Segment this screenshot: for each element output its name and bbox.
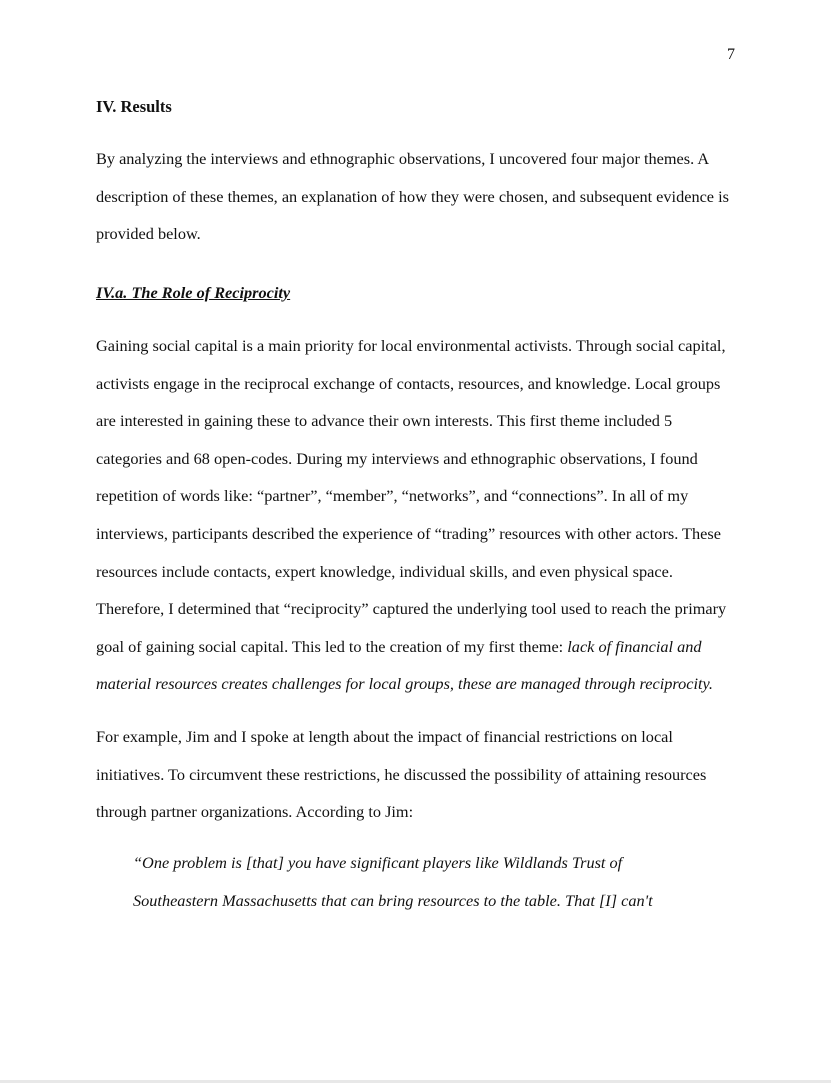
body-paragraph (96, 327, 746, 703)
theme-emphasis-continued: material resources creates challenges for local groups, these are managed through reciprocity. (96, 674, 713, 694)
theme-emphasis: lack of financial and (567, 636, 702, 656)
block-quote (133, 844, 743, 919)
example-line: For example, Jim and I spoke at length about the impact of financial restrictions on local (96, 727, 673, 746)
body-line: are interested in gaining these to advance their own interests. This first theme included 5 (96, 411, 673, 431)
theme-last-line (96, 665, 746, 703)
page-number: 7 (727, 46, 735, 63)
example-line: initiatives. To circumvent these restrictions, he discussed the possibility of attaining resources (96, 764, 707, 784)
intro-line: description of these themes, an explanation of how they were chosen, and subsequent evidence is (96, 186, 729, 206)
quote-line: Southeastern Massachusetts that can bring resources to the table. That [I] can't (133, 890, 653, 910)
body-line: resources include contacts, expert knowledge, individual skills, and even physical space. (96, 561, 673, 581)
intro-line: provided below. (96, 224, 201, 244)
theme-line-text: goal of gaining social capital. This led to the creation of my first theme: (96, 636, 568, 656)
body-line: Gaining social capital is a main priority for local environmental activists. Through social capital, (96, 336, 726, 355)
body-line: categories and 68 open-codes. During my interviews and ethnographic observations, I found (96, 448, 698, 468)
body-line: repetition of words like: “partner”, “member”, “networks”, and “connections”. In all of my (96, 486, 689, 506)
body-line: activists engage in the reciprocal exchange of contacts, resources, and knowledge. Local groups (96, 373, 721, 393)
theme-line (96, 628, 746, 666)
example-line: through partner organizations. According to Jim: (96, 802, 414, 822)
body-line: Therefore, I determined that “reciprocity” captured the underlying tool used to reach the primary (96, 599, 727, 619)
body-line: interviews, participants described the experience of “trading” resources with other actors. These (96, 523, 721, 543)
subsection-heading: IV.a. The Role of Reciprocity (96, 283, 291, 302)
intro-line: By analyzing the interviews and ethnographic observations, I uncovered four major themes. A (96, 149, 710, 168)
quote-line: “One problem is [that] you have significant players like Wildlands Trust of (133, 853, 623, 872)
section-heading: IV. Results (96, 97, 172, 116)
intro-paragraph (96, 140, 746, 253)
example-paragraph (96, 718, 746, 831)
